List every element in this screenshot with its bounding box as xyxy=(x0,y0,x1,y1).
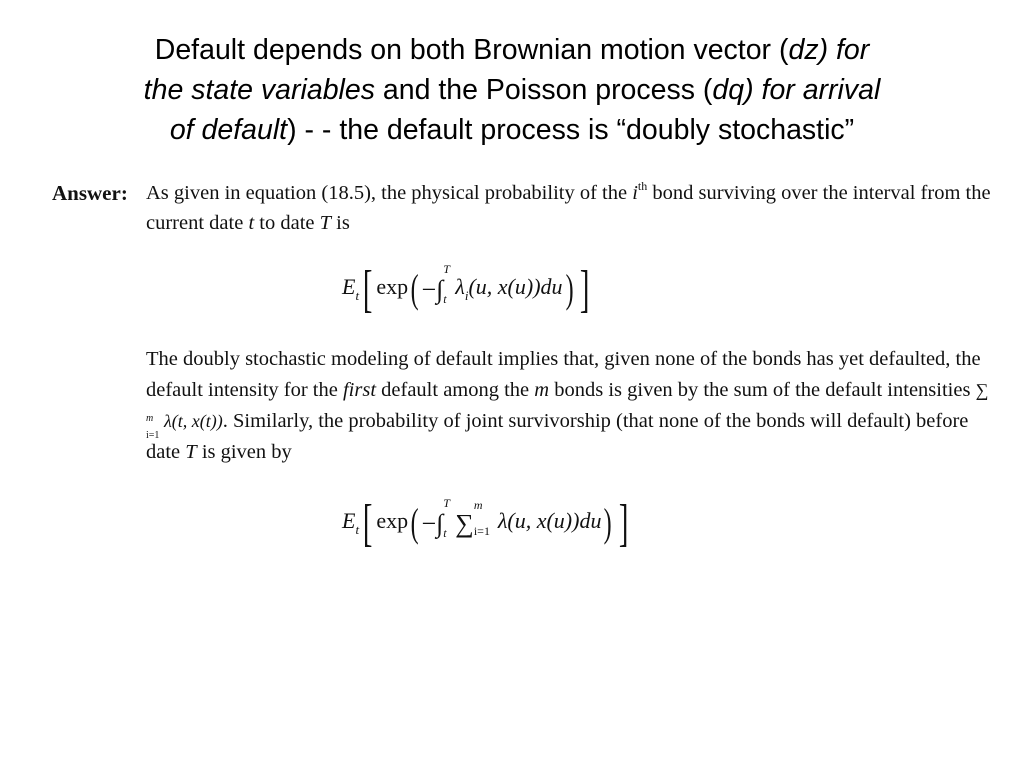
title-text: Default depends on both Brownian motion vector ( xyxy=(154,34,789,66)
title-italic-of-default: of default xyxy=(169,114,288,146)
title-text: and the Poisson process ( xyxy=(374,74,713,106)
answer-paragraph-2: The doubly stochastic modeling of default implies that, given none of the bonds has yet defaulted, the default intensity for the first default among the m bonds is given by the sum of the default intensities ∑ m i=1 λ(t, x(t)). Similarly, the probability of joint survivorship (that none of the bonds will default) before date T is given by xyxy=(146,348,989,463)
title-italic-dq: dq) for arrival xyxy=(712,74,881,106)
answer-body xyxy=(146,178,992,558)
slide-title xyxy=(30,30,994,150)
answer-paragraph-1: As given in equation (18.5), the physical probability of the $i^{th}$ bond surviving over the interval from the current date t to date T is xyxy=(146,179,991,234)
answer-label: Answer: xyxy=(52,181,128,205)
title-italic-state-variables: the state variables xyxy=(143,74,375,106)
joint-survivorship-formula: $E_t$[ exp( −∫ T t ∑ m i=1 λ(u, x(u))du) ] xyxy=(342,495,629,552)
title-text: ) - - the default process is “doubly stochastic” xyxy=(287,114,855,146)
title-italic-dz: dz) for xyxy=(788,34,870,66)
survival-probability-formula: $E_t$[ exp( −∫ T t $\lambda_i(u$, x(u))du) ] xyxy=(342,261,590,318)
inline-sum-expression: ∑ m i=1 λ(t, x(t)) xyxy=(146,380,989,441)
